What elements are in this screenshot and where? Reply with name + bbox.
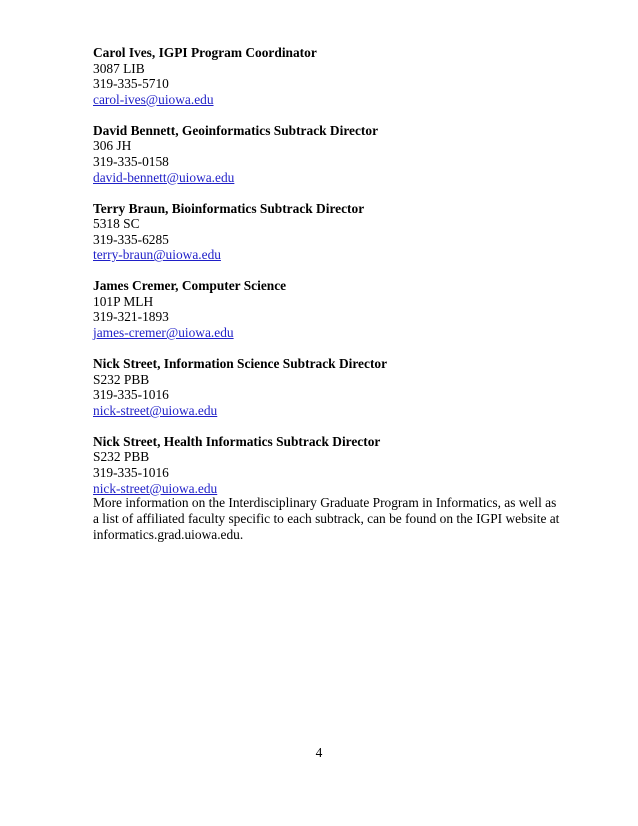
contact-phone: 319-335-6285 bbox=[93, 231, 169, 247]
contact-list bbox=[93, 45, 563, 512]
contact-name: Nick Street, Health Informatics Subtrack Director bbox=[93, 433, 381, 449]
contact-block bbox=[93, 434, 563, 496]
contact-name: Carol Ives, IGPI Program Coordinator bbox=[93, 45, 317, 60]
page-number: 4 bbox=[315, 745, 323, 760]
contact-email-link[interactable]: nick-street@uiowa.edu bbox=[93, 402, 218, 418]
contact-name: James Cremer, Computer Science bbox=[93, 278, 287, 294]
contact-block bbox=[93, 278, 563, 340]
contact-block bbox=[93, 45, 563, 107]
contact-office: S232 PBB bbox=[93, 449, 150, 465]
contact-block bbox=[93, 356, 563, 418]
contact-email-link[interactable]: nick-street@uiowa.edu bbox=[93, 480, 218, 496]
contact-phone: 319-321-1893 bbox=[93, 309, 169, 325]
contact-office: 5318 SC bbox=[93, 216, 140, 232]
contact-name: Nick Street, Information Science Subtrack Director bbox=[93, 356, 388, 372]
contact-email-link[interactable]: james-cremer@uiowa.edu bbox=[93, 325, 234, 341]
contact-email-link[interactable]: david-bennett@uiowa.edu bbox=[93, 169, 235, 185]
contact-name: David Bennett, Geoinformatics Subtrack Director bbox=[93, 122, 379, 138]
info-paragraph: More information on the Interdisciplinary Graduate Program in Informatics, as well as a list of affiliated faculty specific to each subtrack, can be found on the IGPI website at informatics.grad.uiowa.edu. bbox=[93, 495, 560, 543]
contact-phone: 319-335-1016 bbox=[93, 387, 169, 403]
contact-office: 101P MLH bbox=[93, 293, 154, 309]
contact-phone: 319-335-0158 bbox=[93, 153, 169, 169]
contact-email-link[interactable]: carol-ives@uiowa.edu bbox=[93, 91, 214, 107]
contact-block bbox=[93, 123, 563, 185]
contact-office: 3087 LIB bbox=[93, 60, 145, 76]
contact-phone: 319-335-5710 bbox=[93, 76, 169, 92]
contact-office: 306 JH bbox=[93, 138, 132, 154]
contact-email-link[interactable]: terry-braun@uiowa.edu bbox=[93, 247, 221, 263]
contact-block bbox=[93, 201, 563, 263]
contact-phone: 319-335-1016 bbox=[93, 465, 169, 481]
contact-office: S232 PBB bbox=[93, 371, 150, 387]
contact-name: Terry Braun, Bioinformatics Subtrack Director bbox=[93, 200, 365, 216]
